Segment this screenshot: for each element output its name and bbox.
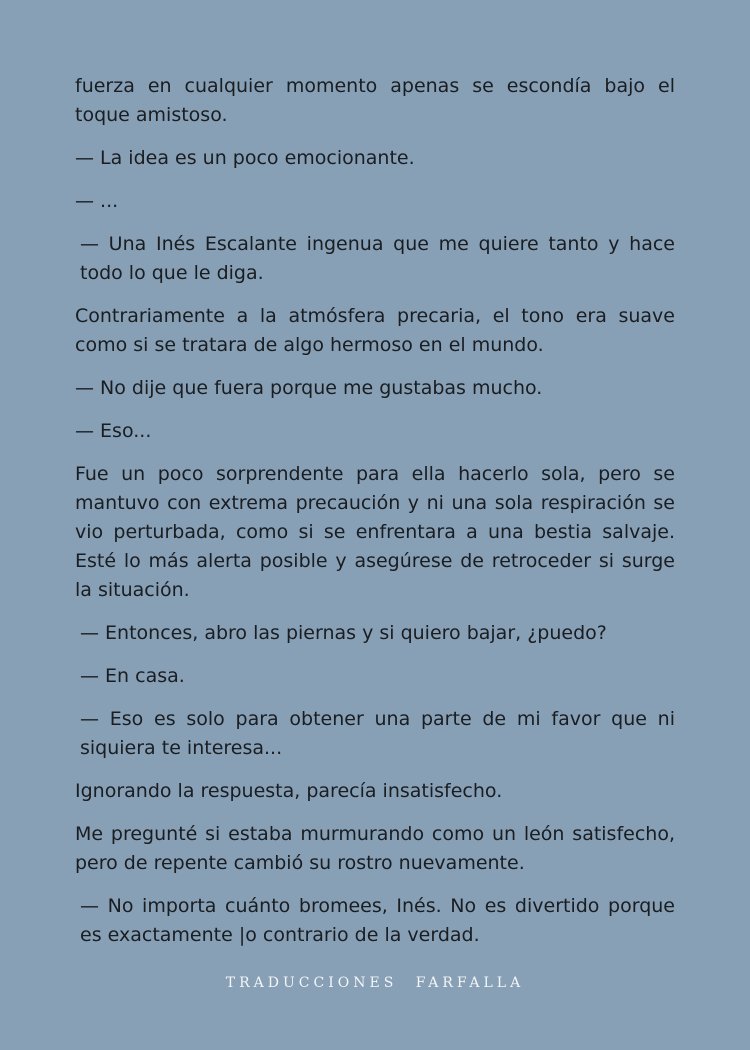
paragraph-1: fuerza en cualquier momento apenas se escondía bajo el toque amistoso. <box>75 75 675 126</box>
paragraph-14: — No importa cuánto bromees, Inés. No es divertido porque es exactamente |o contrario de la verdad. <box>80 895 675 946</box>
paragraph-2: — La idea es un poco emocionante. <box>75 147 415 169</box>
paragraph-8: Fue un poco sorprendente para ella hacerlo sola, pero se mantuvo con extrema precaución y ni una sola respiración se vio perturbada, como si se enfrentara a una bestia salvaje. Esté lo más alerta posible y asegúrese de retroceder si surge la situación. <box>75 463 675 601</box>
paragraph-12: Ignorando la respuesta, parecía insatisfecho. <box>75 780 503 802</box>
paragraph-13: Me pregunté si estaba murmurando como un león satisfecho, pero de repente cambió su rostro nuevamente. <box>75 823 675 874</box>
page-body <box>75 72 675 964</box>
paragraph-11: — Eso es solo para obtener una parte de mi favor que ni siquiera te interesa... <box>80 708 675 759</box>
paragraph-7: — Eso... <box>75 420 152 442</box>
paragraph-3: — ... <box>75 190 119 212</box>
paragraph-10: — En casa. <box>80 665 185 687</box>
paragraph-9: — Entonces, abro las piernas y si quiero bajar, ¿puedo? <box>80 622 607 644</box>
paragraph-6: — No dije que fuera porque me gustabas mucho. <box>75 377 543 399</box>
footer-credit: TRADUCCIONES FARFALLA <box>225 975 525 991</box>
paragraph-4: — Una Inés Escalante ingenua que me quiere tanto y hace todo lo que le diga. <box>80 233 675 284</box>
paragraph-5: Contrariamente a la atmósfera precaria, el tono era suave como si se tratara de algo hermoso en el mundo. <box>75 305 675 356</box>
